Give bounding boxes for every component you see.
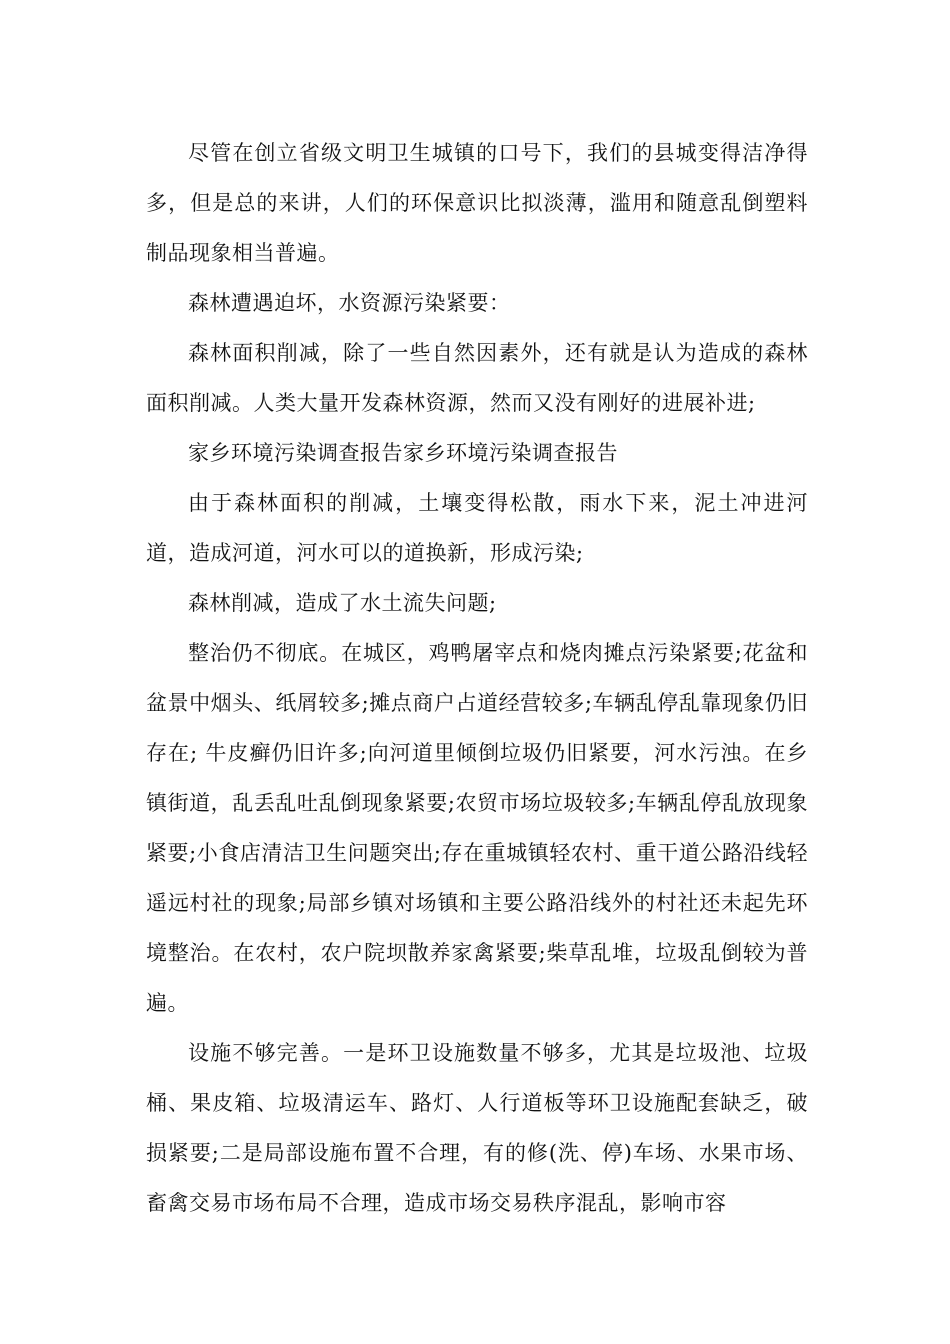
paragraph: 森林遭遇迫坏，水资源污染紧要： xyxy=(188,291,511,315)
paragraph: 森林面积削减，除了一些自然因素外，还有就是认为造成的森林面积削减。人类大量开发森林资源，然而又没有刚好的进展补进; xyxy=(146,341,808,415)
paragraph: 尽管在创立省级文明卫生城镇的口号下，我们的县城变得洁净得多，但是总的来讲，人们的环保意识比拟淡薄，滥用和随意乱倒塑料制品现象相当普遍。 xyxy=(146,141,808,265)
paragraph: 森林削减，造成了水土流失问题; xyxy=(188,591,497,615)
paragraph: 整治仍不彻底。在城区，鸡鸭屠宰点和烧肉摊点污染紧要;花盆和盆景中烟头、纸屑较多;摊点商户占道经营较多;车辆乱停乱靠现象仍旧存在; 牛皮癣仍旧许多;向河道里倾倒垃圾仍旧紧要，河水污浊。在乡镇街道，乱丢乱吐乱倒现象紧要;农贸市场垃圾较多;车辆乱停乱放现象紧要;小食店清洁卫生问题突出;存在重城镇轻农村、重干道公路沿线轻遥远村社的现象;局部乡镇对场镇和主要公路沿线外的村社还未起先环境整治。在农村，农户院坝散养家禽紧要;柴草乱堆，垃圾乱倒较为普遍。 xyxy=(146,641,808,1015)
paragraph: 家乡环境污染调查报告家乡环境污染调查报告 xyxy=(188,441,618,465)
paragraph: 由于森林面积的削减，土壤变得松散，雨水下来，泥土冲进河道，造成河道，河水可以的道换新，形成污染; xyxy=(146,491,808,565)
paragraph: 设施不够完善。一是环卫设施数量不够多，尤其是垃圾池、垃圾桶、果皮箱、垃圾清运车、路灯、人行道板等环卫设施配套缺乏，破损紧要;二是局部设施布置不合理，有的修(洗、停)车场、水果市场、畜禽交易市场布局不合理，造成市场交易秩序混乱，影响市容 xyxy=(146,1041,808,1215)
document-body xyxy=(146,128,808,1228)
